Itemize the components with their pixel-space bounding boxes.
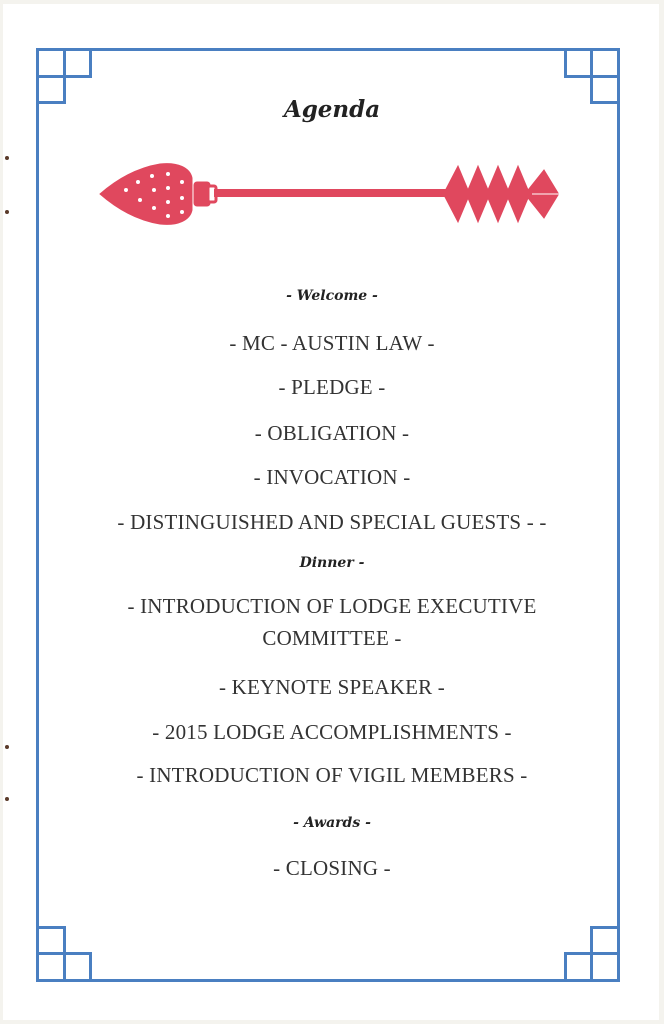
agenda-item-closing: - CLOSING - [273,856,391,880]
agenda-item-guests: - DISTINGUISHED AND SPECIAL GUESTS - - [117,510,547,534]
punch-hole [5,745,9,749]
punch-hole [5,797,9,801]
arrow-icon [96,160,564,228]
punch-hole [5,156,9,160]
section-awards: - Awards - [293,815,371,831]
punch-hole [5,210,9,214]
agenda-item-invocation: - INVOCATION - [253,465,411,489]
agenda-item-mc: - MC - AUSTIN LAW - [229,331,435,355]
page-title: Agenda [283,96,381,123]
corner-ornament-icon [564,926,620,982]
agenda-item-obligation: - OBLIGATION - [254,421,410,445]
section-welcome: - Welcome - [286,288,378,304]
agenda-item-pledge: - PLEDGE - [278,375,386,399]
agenda-item-intro-lec-line1: - INTRODUCTION OF LODGE EXECUTIVE [127,594,537,618]
agenda-item-vigil: - INTRODUCTION OF VIGIL MEMBERS - [136,763,528,787]
agenda-item-keynote: - KEYNOTE SPEAKER - [218,675,446,699]
corner-ornament-icon [36,926,92,982]
section-dinner: Dinner - [299,555,365,571]
agenda-item-accomplishments: - 2015 LODGE ACCOMPLISHMENTS - [152,720,512,744]
agenda-item-intro-lec-line2: COMMITTEE - [262,626,402,650]
